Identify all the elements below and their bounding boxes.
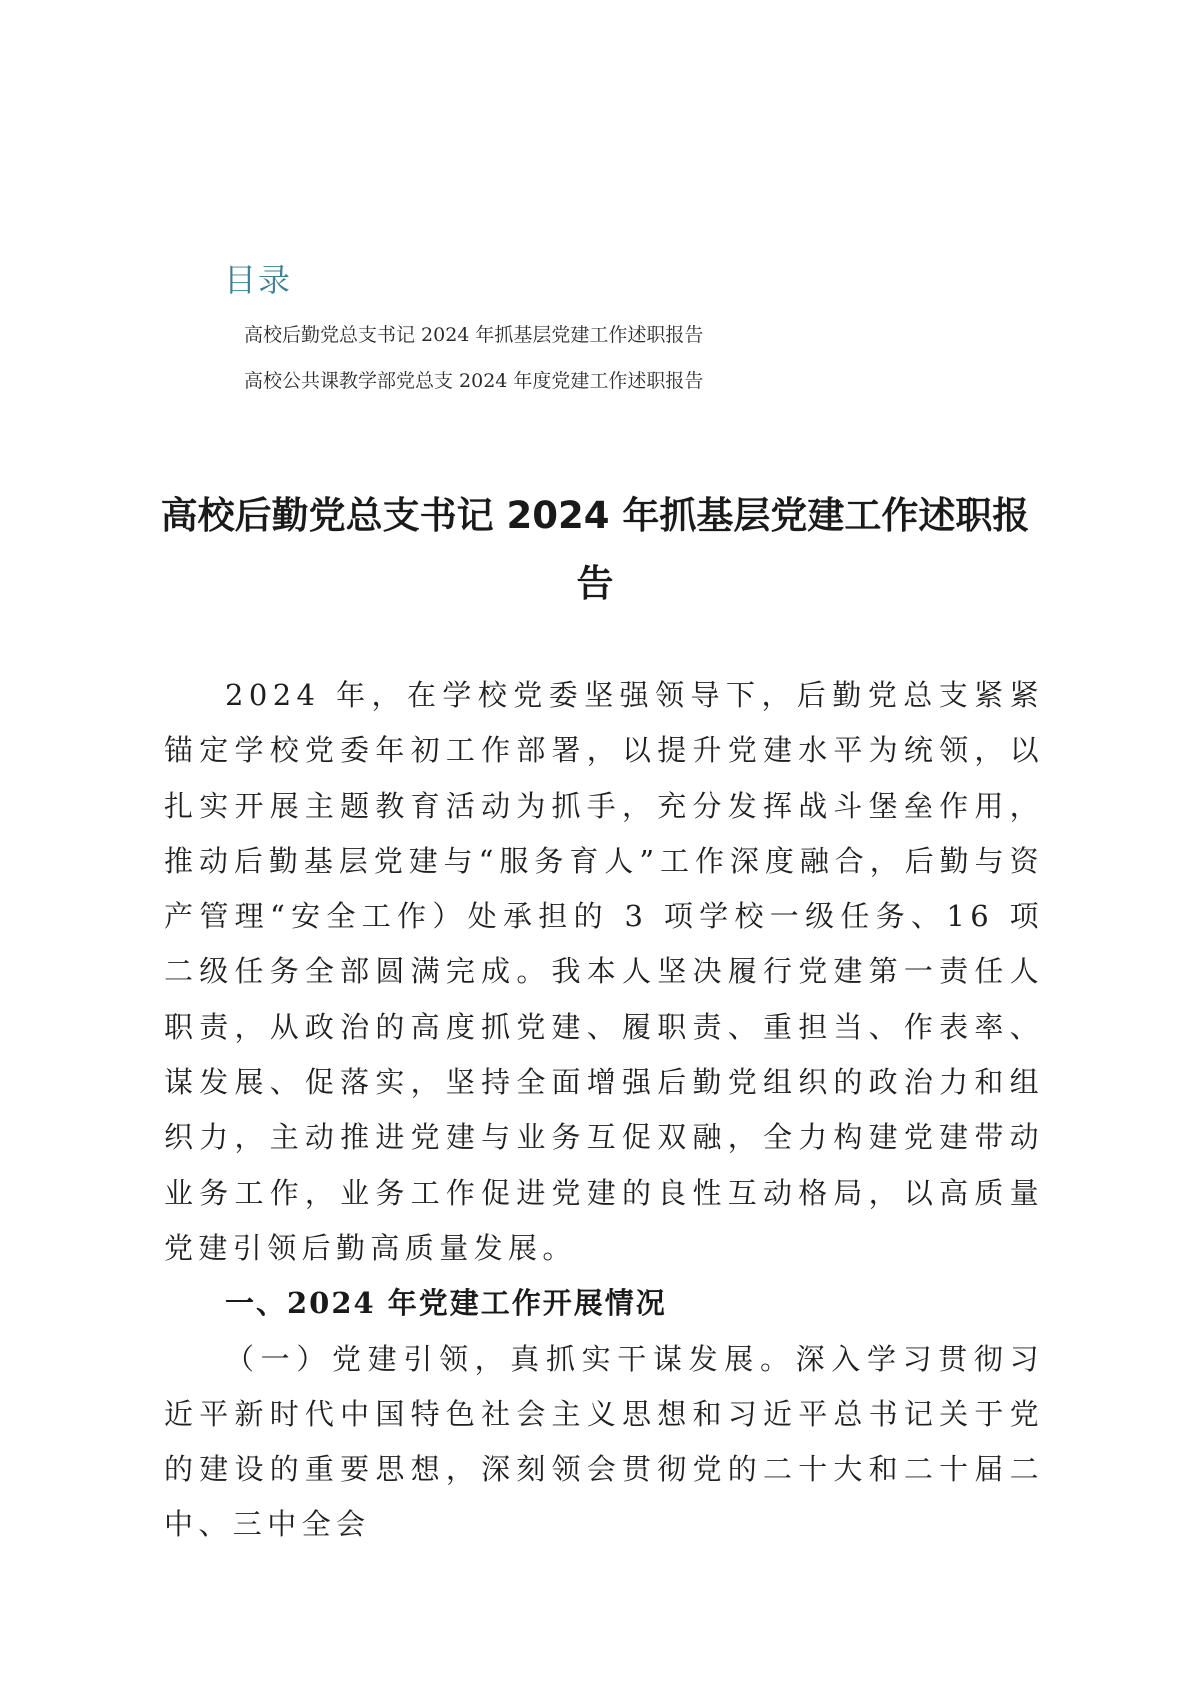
section-heading-1: 一、2024 年党建工作开展情况	[225, 1286, 667, 1321]
document-title: 高校后勤党总支书记 2024 年抓基层党建工作述职报告	[160, 494, 1030, 605]
toc-item-1[interactable]: 高校后勤党总支书记 2024 年抓基层党建工作述职报告	[244, 324, 704, 346]
section-paragraph-1: （一）党建引领，真抓实干谋发展。深入学习贯彻习近平新时代中国特色社会主义思想和习近平总书记关于党的建设的重要思想，深刻领会贯彻党的二十大和二十届二中、三中全会	[164, 1341, 1044, 1542]
toc-item-2[interactable]: 高校公共课教学部党总支 2024 年度党建工作述职报告	[244, 370, 704, 392]
toc-heading: 目录	[224, 261, 293, 299]
body-paragraph-1: 2024 年，在学校党委坚强领导下，后勤党总支紧紧锚定学校党委年初工作部署，以提升党建水平为统领，以扎实开展主题教育活动为抓手，充分发挥战斗堡垒作用，推动后勤基层党建与“服务育人”工作深度融合，后勤与资产管理“安全工作）处承担的 3 项学校一级任务、16 项二级任务全部圆满完成。我本人坚决履行党建第一责任人职责，从政治的高度抓党建、履职责、重担当、作表率、谋发展、促落实，坚持全面增强后勤党组织的政治力和组织力，主动推进党建与业务互促双融，全力构建党建带动业务工作，业务工作促进党建的良性互动格局，以高质量党建引领后勤高质量发展。	[164, 678, 1044, 1265]
table-of-contents	[224, 256, 1024, 414]
document-body	[164, 668, 1044, 1553]
